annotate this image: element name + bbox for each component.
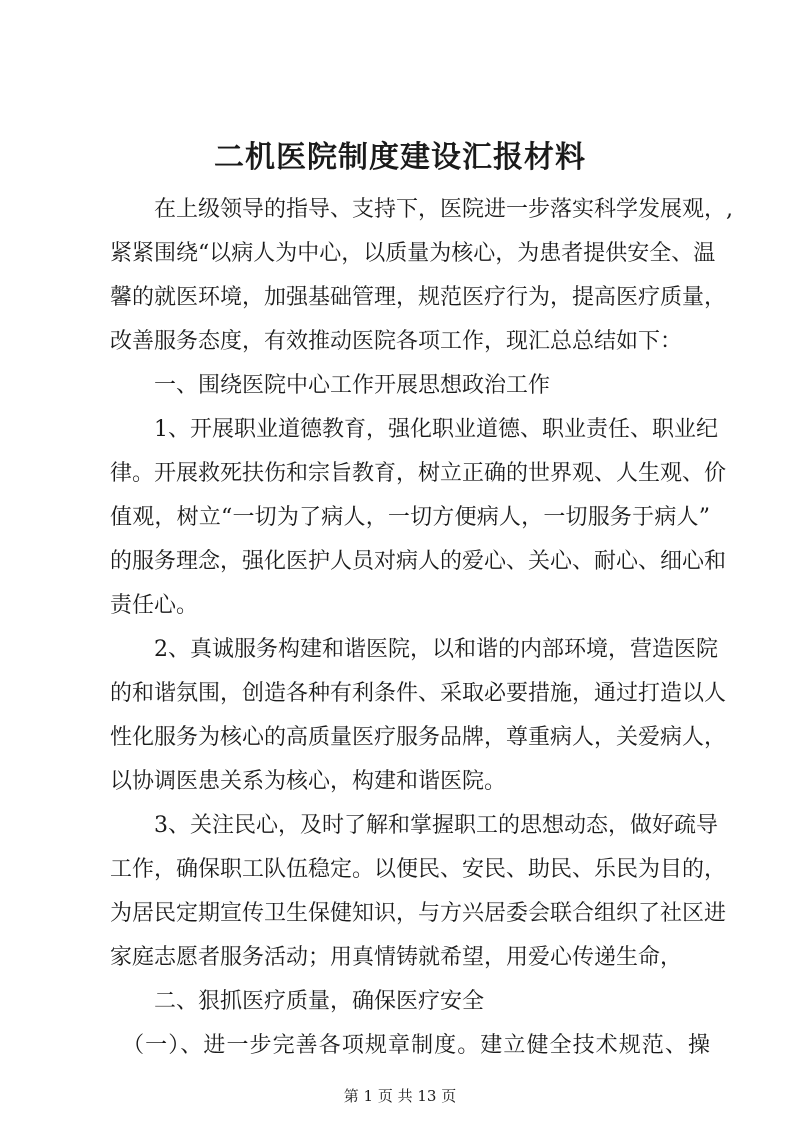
text-line: 的和谐氛围，创造各种有利条件、采取必要措施，通过打造以人	[110, 681, 727, 706]
document-title: 二机医院制度建设汇报材料	[214, 140, 586, 175]
text-line: 3、关注民心，及时了解和掌握职工的思想动态，做好疏导	[110, 813, 718, 838]
text-line: 在上级领导的指导、支持下，医院进一步落实科学发展观，,	[110, 197, 733, 222]
text-line: 的服务理念，强化医护人员对病人的爱心、关心、耐心、细心和	[110, 549, 727, 574]
text-line: 为居民定期宣传卫生保健知识，与方兴居委会联合组织了社区进	[110, 901, 727, 926]
text-line: 馨的就医环境，加强基础管理，规范医疗行为，提高医疗质量，	[110, 285, 727, 310]
text-line: 家庭志愿者服务活动；用真情铸就希望，用爱心传递生命，	[110, 945, 683, 970]
text-line: 改善服务态度，有效推动医院各项工作，现汇总总结如下：	[110, 329, 683, 354]
section-heading: 二、狠抓医疗质量，确保医疗安全	[110, 989, 485, 1014]
section-heading: 一、围绕医院中心工作开展思想政治工作	[110, 373, 551, 398]
page-number: 第 1 页 共 13 页	[343, 1087, 457, 1105]
text-line: 2、真诚服务构建和谐医院，以和谐的内部环境，营造医院	[110, 637, 718, 662]
text-line: 律。开展救死扶伤和宗旨教育，树立正确的世界观、人生观、价	[110, 461, 727, 486]
text-line: （一）、进一步完善各项规章制度。建立健全技术规范、操	[110, 1033, 710, 1058]
text-line: 值观，树立“一切为了病人，一切方便病人，一切服务于病人”	[110, 505, 710, 530]
text-line: 性化服务为核心的高质量医疗服务品牌，尊重病人，关爱病人，	[110, 725, 727, 750]
text-line: 1、开展职业道德教育，强化职业道德、职业责任、职业纪	[110, 417, 718, 442]
text-line: 工作，确保职工队伍稳定。以便民、安民、助民、乐民为目的，	[110, 857, 727, 882]
text-line: 以协调医患关系为核心，构建和谐医院。	[110, 769, 507, 794]
text-line: 责任心。	[110, 593, 199, 618]
text-line: 紧紧围绕“以病人为中心，以质量为核心，为患者提供安全、温	[110, 241, 716, 266]
